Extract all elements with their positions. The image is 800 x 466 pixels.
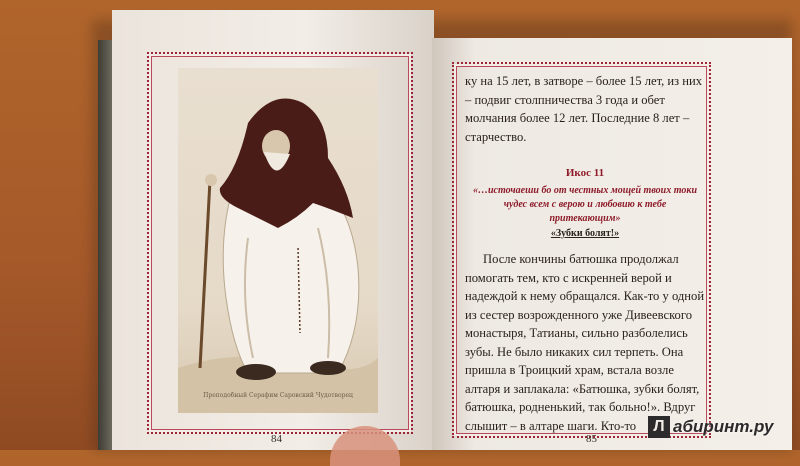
ikos-heading: Икос 11 xyxy=(565,167,605,179)
saint-engraving-illustration xyxy=(178,68,378,413)
story-subheading: «Зубки болят!» xyxy=(550,228,620,239)
page-number-right: 85 xyxy=(586,433,597,445)
watermark-text: абиринт.ру xyxy=(673,417,774,436)
ikos-quote: «…источаеши бо от честных мощей твоих токи чудес всем с верою и любовию к тебе притекающим» xyxy=(473,185,697,224)
page-number-left: 84 xyxy=(271,433,282,445)
labirint-watermark xyxy=(648,416,773,438)
story-paragraph: После кончины батюшка продолжал помогать тем, кто с искренней верой и надеждой к нему обращался. Как-то у одной из сестер возрожденного уже Дивеевского монастыря, Татианы, сильно разболелись зубы. Не было никаких сил терпеть. Она пришла в Троицкий храм, встала возле алтаря и заплакала: «Батюшка, зубки болят, батюшка, родненький, так больно!». Вдруг слышит – в алтаре шаги. Кто-то xyxy=(465,252,705,433)
engraving-caption: Преподобный Серафим Саровский Чудотворец xyxy=(203,392,353,399)
labirint-logo-icon: Л xyxy=(648,416,670,438)
intro-paragraph: ку на 15 лет, в затворе – более 15 лет, из них – подвиг столпничества 3 года и обет молчания более 12 лет. Последние 8 лет – старчество. xyxy=(465,74,703,144)
book-cover-edge xyxy=(98,40,112,450)
monk-figure-drawing xyxy=(178,68,378,413)
